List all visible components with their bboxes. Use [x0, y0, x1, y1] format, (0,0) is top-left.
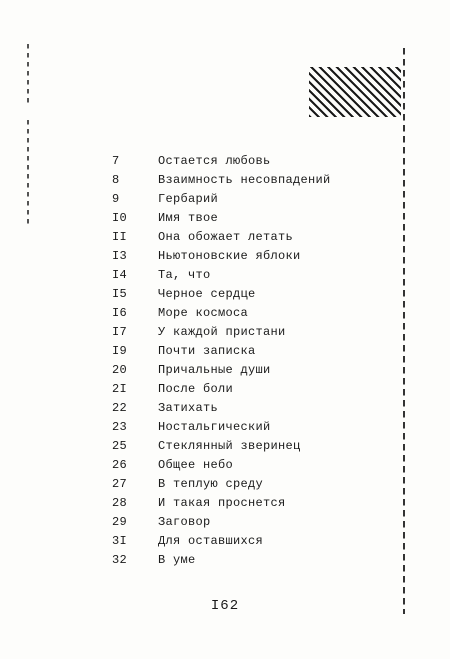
toc-title: Почти записка [158, 344, 256, 358]
toc-title: Она обожает летать [158, 230, 294, 244]
toc-page-number: 26 [112, 458, 128, 472]
toc-entry [112, 228, 331, 247]
toc-title: Для оставшихся [158, 534, 264, 548]
toc-page-number: 8 [112, 173, 120, 187]
toc-title: Заговор [158, 515, 211, 529]
toc-entry [112, 456, 331, 475]
toc-page-number: 32 [112, 553, 128, 567]
toc-page-number: 9 [112, 192, 120, 206]
toc-title: Та, что [158, 268, 211, 282]
toc-entry [112, 323, 331, 342]
toc-entry [112, 513, 331, 532]
toc-entry [112, 304, 331, 323]
toc-entry [112, 380, 331, 399]
toc-entry [112, 342, 331, 361]
toc-entry [112, 285, 331, 304]
toc-page-number: 2I [112, 382, 128, 396]
toc-entry [112, 399, 331, 418]
toc-title: Ньютоновские яблоки [158, 249, 301, 263]
toc-page-number: 23 [112, 420, 128, 434]
toc-title: Ностальгический [158, 420, 271, 434]
toc-entry [112, 209, 331, 228]
toc-entry [112, 266, 331, 285]
toc-title: Гербарий [158, 192, 219, 206]
toc-page-number: 7 [112, 154, 120, 168]
toc-entry [112, 152, 331, 171]
toc-title: Черное сердце [158, 287, 256, 301]
toc-page-number: 20 [112, 363, 128, 377]
toc-page-number: I7 [112, 325, 128, 339]
toc-title: Остается любовь [158, 154, 271, 168]
toc-entry [112, 551, 331, 570]
toc-page-number: I4 [112, 268, 128, 282]
table-of-contents [112, 152, 331, 570]
toc-title: Имя твое [158, 211, 219, 225]
toc-title: Взаимность несовпадений [158, 173, 331, 187]
toc-title: Затихать [158, 401, 219, 415]
toc-page-number: I9 [112, 344, 128, 358]
right-margin-dashed-rule [403, 48, 405, 614]
toc-page-number: 29 [112, 515, 128, 529]
toc-page-number: 28 [112, 496, 128, 510]
left-margin-dotted-rule-upper [27, 44, 30, 104]
toc-page-number: I5 [112, 287, 128, 301]
toc-page-number: II [112, 230, 128, 244]
toc-page-number: 25 [112, 439, 128, 453]
toc-entry [112, 361, 331, 380]
toc-title: Причальные души [158, 363, 271, 377]
toc-title: Общее небо [158, 458, 234, 472]
toc-page-number: 27 [112, 477, 128, 491]
toc-page-number: I6 [112, 306, 128, 320]
toc-entry [112, 494, 331, 513]
toc-entry [112, 171, 331, 190]
hatched-block-decoration [309, 67, 401, 117]
toc-entry [112, 247, 331, 266]
toc-page-number: 22 [112, 401, 128, 415]
toc-title: У каждой пристани [158, 325, 286, 339]
toc-page-number: I3 [112, 249, 128, 263]
toc-title: Стеклянный зверинец [158, 439, 301, 453]
toc-title: В уме [158, 553, 196, 567]
toc-title: И такая проснется [158, 496, 286, 510]
toc-title: Море космоса [158, 306, 249, 320]
toc-page-number: I0 [112, 211, 128, 225]
toc-entry [112, 532, 331, 551]
toc-title: После боли [158, 382, 234, 396]
toc-entry [112, 418, 331, 437]
page-number: I62 [210, 598, 240, 614]
toc-entry [112, 190, 331, 209]
left-margin-dotted-rule-lower [27, 120, 30, 228]
toc-entry [112, 475, 331, 494]
toc-title: В теплую среду [158, 477, 264, 491]
toc-page-number: 3I [112, 534, 128, 548]
toc-entry [112, 437, 331, 456]
